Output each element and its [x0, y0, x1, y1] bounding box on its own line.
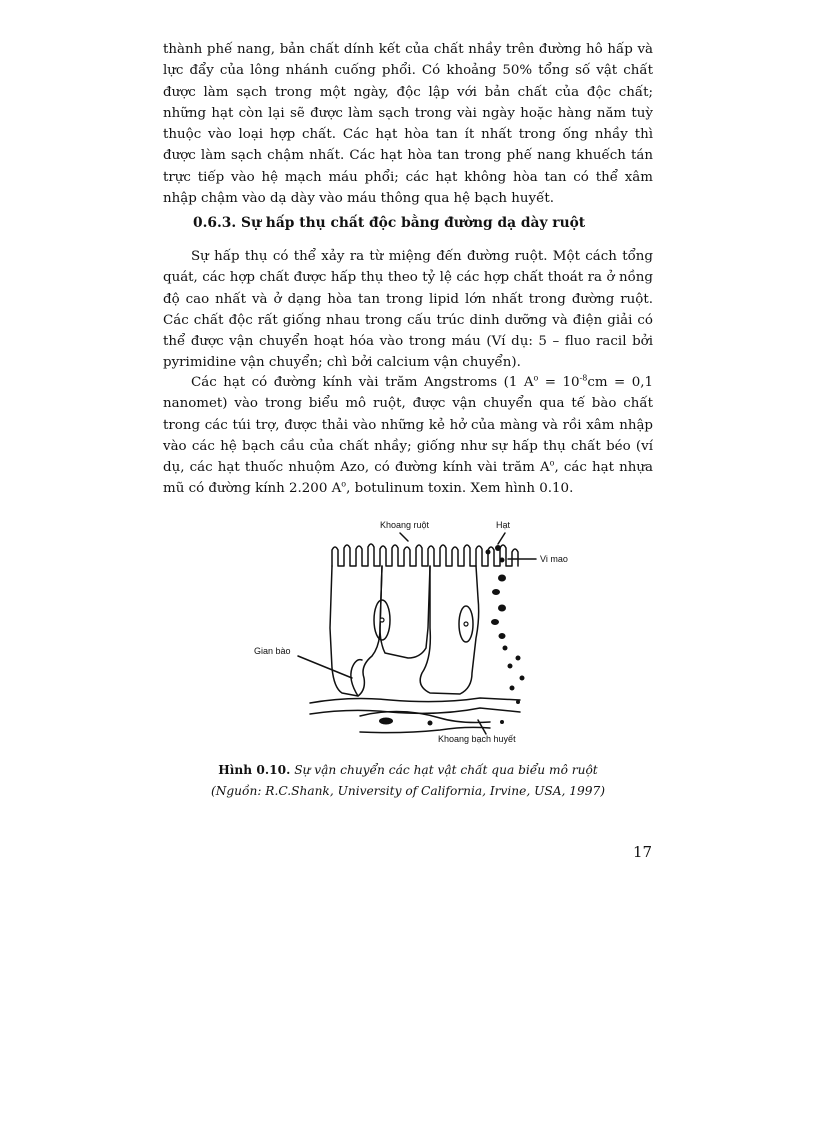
label-intercellular: Gian bào — [254, 646, 291, 656]
text-run: = 10 — [538, 375, 580, 390]
label-microvilli: Vi mao — [540, 554, 568, 564]
paragraph-particles — [163, 372, 653, 500]
basement-membrane — [310, 698, 520, 703]
paragraph-text: thành phế nang, bản chất dính kết của chất nhầy trên đường hô hấp và lực đẩy của lông nhánh cuống phổi. Có khoảng 50% tổng số vật chất được làm sạch trong một ngày, độc lập với bản chất của độc chất; những hạt còn lại sẽ được làm sạch trong vài ngày hoặc hàng năm tuỳ thuộc vào loại hợp chất. Các hạt hòa tan ít nhất trong ống nhầy thì được làm sạch chậm nhất. Các hạt hòa tan trong phế nang khuếch tán trực tiếp vào hệ mạch máu phổi; các hạt không hòa tan có thể xâm nhập chậm vào dạ dày vào máu thông qua hệ bạch huyết. — [163, 42, 653, 207]
text-run: , botulinum toxin. Xem hình 0.10. — [346, 481, 574, 497]
caption-lead: Hình 0.10. — [218, 763, 291, 777]
figure-caption — [160, 760, 656, 802]
caption-source: (Nguồn: R.C.Shank, University of California, Irvine, USA, 1997) — [210, 784, 606, 798]
label-lymph: Khoang bạch huyết — [438, 734, 516, 744]
paragraph-text — [163, 372, 653, 500]
microvilli-border — [332, 544, 518, 566]
intestinal-epithelium-figure — [240, 508, 580, 748]
superscript: -8 — [579, 373, 588, 383]
paragraph-text: Sự hấp thụ có thể xảy ra từ miệng đến đường ruột. Một cách tổng quát, các hợp chất được hấp thụ theo tỷ lệ các hợp chất thoát ra ở nồng độ cao nhất và ở dạng hòa tan trong lipid lớn nhất trong đường ruột. Các chất độc rất giống nhau trong cấu trúc dinh dưỡng và điện giải có thể được vận chuyển hoạt hóa vào trong máu (Ví dụ: 5 – fluo racil bởi pyrimidine vận chuyển; chì bởi calcium vận chuyển). — [163, 249, 653, 371]
superscript: o — [549, 458, 555, 468]
caption-title: Sự vận chuyển các hạt vật chất qua biểu mô ruột — [294, 763, 598, 777]
superscript: o — [533, 373, 539, 383]
epithelial-cell-left — [330, 566, 382, 696]
figure-drawing — [240, 508, 580, 748]
text-run: , các hạt nhựa mũ có đường kính 2.200 A — [163, 460, 653, 497]
label-lumen: Khoang ruột — [380, 520, 430, 530]
paragraph-continued — [163, 39, 653, 209]
paragraph-absorption — [163, 246, 653, 374]
epithelial-cell-middle — [380, 566, 430, 658]
superscript: o — [341, 480, 347, 490]
text-run: cm = 0,1 nanomet) vào trong biểu mô ruột, được vận chuyển qua tế bào chất trong các túi trợ, được thải vào những kẻ hở của màng và rồi xâm nhập vào các hệ bạch cầu của chất nhầy; giống như sự hấp thụ chất béo (ví dụ, các hạt thuốc nhuộm Azo, có đường kính vài trăm A — [163, 375, 654, 476]
section-heading: 0.6.3. Sự hấp thụ chất độc bằng đường dạ dày ruột — [193, 215, 586, 231]
label-particle: Hạt — [496, 520, 511, 530]
text-run: Các hạt có đường kính vài trăm Angstroms (1 A — [191, 375, 534, 390]
page-number: 17 — [633, 843, 653, 861]
